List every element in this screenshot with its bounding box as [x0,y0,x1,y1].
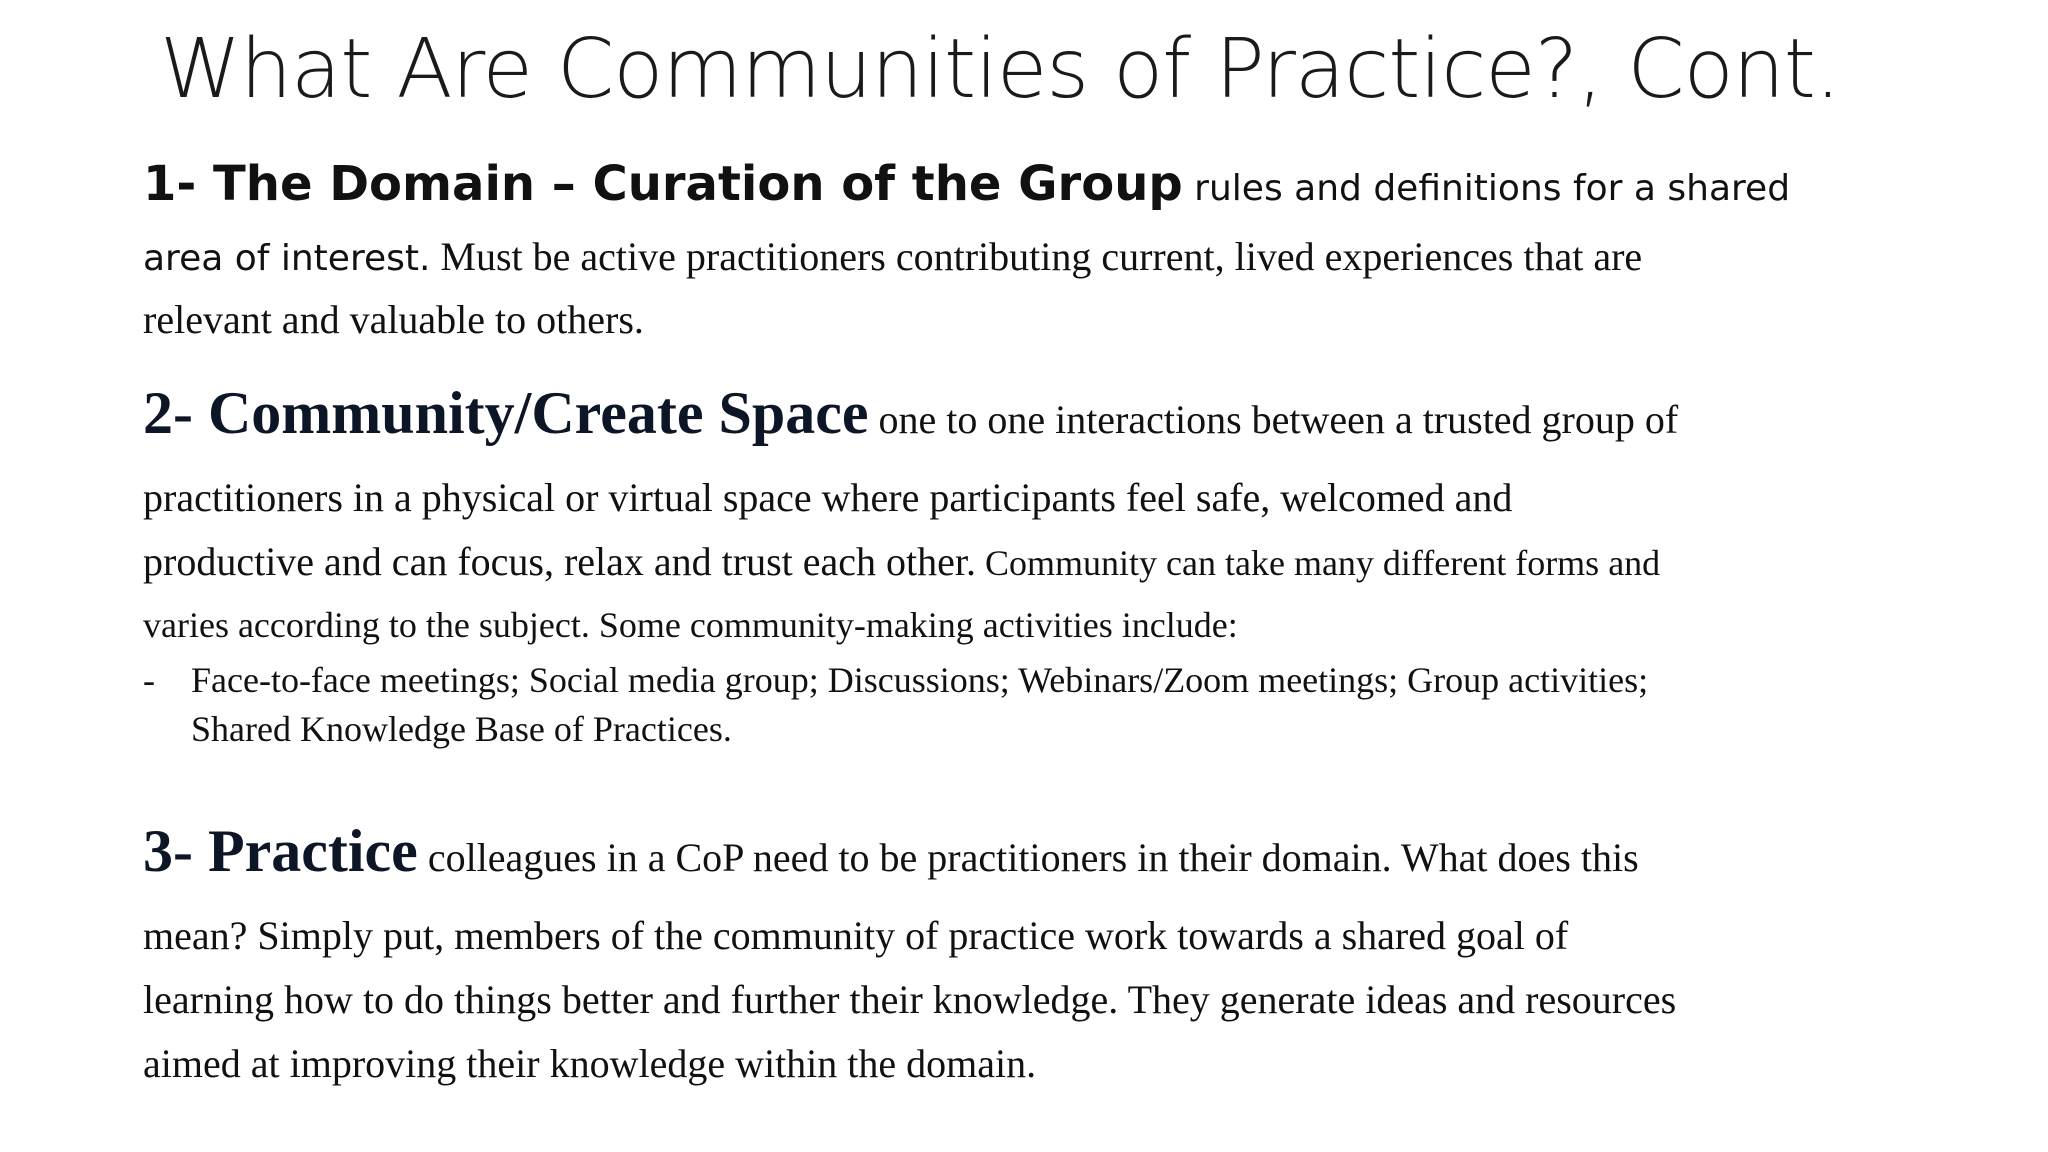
section-domain-body-3: relevant and valuable to others. [143,297,644,342]
section-community-body-3b: Community can take many different forms and [976,543,1661,583]
activities-list [143,656,1803,754]
section-practice-body-1: colleagues in a CoP need to be practitioners in their domain. What does this [417,835,1639,880]
bullet-line-1: Face-to-face meetings; Social media group; Discussions; Webinars/Zoom meetings; Group activities; [191,660,1649,700]
section-practice-body-2: mean? Simply put, members of the community of practice work towards a shared goal of [143,913,1569,958]
section-domain [143,150,1803,356]
section-practice-line-1 [143,810,1803,908]
section-domain-lead-2: area of interest. [143,238,431,279]
section-community-line-4 [143,598,1803,660]
section-practice-line-2 [143,908,1803,972]
section-domain-lead: rules and definitions for a shared [1182,168,1791,209]
section-domain-line-2 [143,230,1803,293]
section-community-line-1 [143,372,1803,470]
bullet-text [191,656,1648,754]
section-community-body-1: one to one interactions between a trusted group of [868,397,1679,442]
section-community-body-2: practitioners in a physical or virtual space where participants feel safe, welcomed and [143,475,1513,520]
section-community-heading: 2- Community/Create Space [143,380,869,446]
bullet-marker: - [143,660,155,700]
section-practice-body-3: learning how to do things better and further their knowledge. They generate ideas and resources [143,977,1677,1022]
section-practice-heading: 3- Practice [143,818,418,884]
section-community-body-4: varies according to the subject. Some community-making activities include: [143,605,1238,645]
section-community [143,372,1803,660]
section-practice-line-3 [143,972,1803,1036]
section-domain-heading: 1- The Domain – Curation of the Group [143,156,1183,212]
section-practice-line-4 [143,1036,1803,1100]
section-practice [143,810,1803,1100]
section-community-line-3 [143,534,1803,598]
section-community-body-3a: productive and can focus, relax and trust each other. [143,539,977,584]
bullet-line-2: Shared Knowledge Base of Practices. [191,709,732,749]
section-domain-body-2: Must be active practitioners contributing current, lived experiences that are [430,234,1643,279]
section-practice-body-4: aimed at improving their knowledge within the domain. [143,1041,1037,1086]
section-domain-line-1 [143,150,1803,230]
section-community-line-2 [143,470,1803,534]
slide-title: What Are Communities of Practice?, Cont. [160,22,1840,117]
section-domain-line-3 [143,293,1803,356]
list-item [143,656,1803,754]
